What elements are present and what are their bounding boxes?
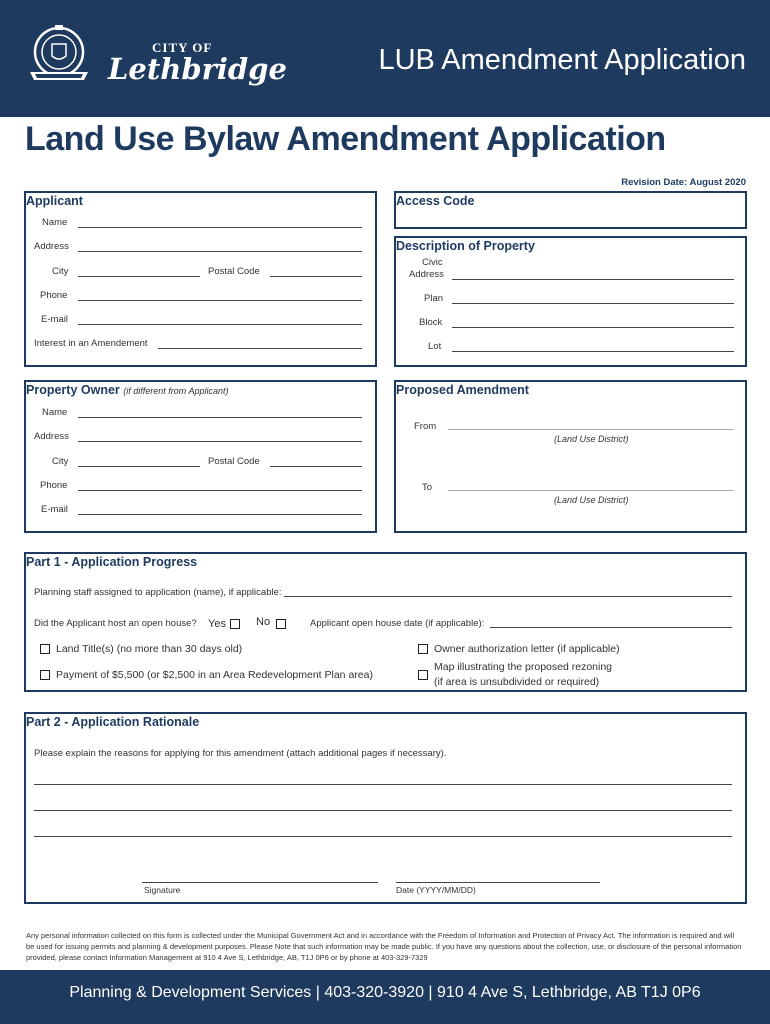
- owner-subtitle: (if different from Applicant): [123, 386, 229, 396]
- applicant-email-label: E-mail: [41, 314, 68, 325]
- map-label-line1: Map illustrating the proposed rezoning: [434, 661, 613, 673]
- property-block-label: Block: [419, 317, 443, 328]
- land-title-label: Land Title(s) (no more than 30 days old): [56, 643, 243, 655]
- applicant-city-label: City: [52, 266, 69, 277]
- rationale-line-2[interactable]: [34, 810, 732, 811]
- property-address-label: Address: [409, 269, 444, 280]
- applicant-phone-label: Phone: [40, 290, 68, 301]
- open-house-yes-checkbox[interactable]: [230, 619, 240, 629]
- payment-label: Payment of $5,500 (or $2,500 in an Area Redevelopment Plan area): [56, 669, 373, 681]
- owner-title-text: Property Owner: [26, 383, 120, 397]
- owner-auth-checkbox[interactable]: [418, 644, 428, 654]
- signature-label: Signature: [144, 885, 181, 895]
- amendment-from-note: (Land Use District): [554, 434, 629, 444]
- land-title-checkbox[interactable]: [40, 644, 50, 654]
- owner-address-field[interactable]: [78, 441, 362, 442]
- footer-contact: Planning & Development Services | 403-320-3920 | 910 4 Ave S, Lethbridge, AB T1J 0P6: [69, 984, 701, 1001]
- property-civic-label: Civic: [422, 257, 443, 268]
- header-title: LUB Amendment Application: [378, 44, 746, 76]
- city-seal-icon: [26, 22, 92, 88]
- rationale-line-3[interactable]: [34, 836, 732, 837]
- open-house-date-label: Applicant open house date (if applicable):: [310, 618, 485, 629]
- applicant-phone-field[interactable]: [78, 300, 362, 301]
- owner-phone-field[interactable]: [78, 490, 362, 491]
- open-house-no-checkbox[interactable]: [276, 619, 286, 629]
- applicant-interest-label: Interest in an Amendement: [34, 338, 148, 349]
- privacy-notice: Any personal information collected on this form is collected under the Municipal Government Act and in accordance with the Freedom of Information and Protection of Privacy Act. The information is required and will be used for issuing permits and planning & development purposes. Please Note that such information may be made public. If you have any questions about the collection, use, or disclosure of the personal information provided, please contact Information Management at 910 4 Ave S, Lethbridge, AB, T1J 0P6 or by phone at 403-329-7329: [26, 931, 742, 962]
- property-lot-field[interactable]: [452, 351, 734, 352]
- owner-name-field[interactable]: [78, 417, 362, 418]
- amendment-title: Proposed Amendment: [396, 383, 529, 397]
- applicant-name-label: Name: [42, 217, 68, 228]
- open-house-date-field[interactable]: [490, 627, 732, 628]
- property-plan-label: Plan: [424, 293, 444, 304]
- payment-checkbox[interactable]: [40, 670, 50, 680]
- open-house-yes-label: Yes: [208, 618, 226, 630]
- applicant-interest-field[interactable]: [158, 348, 362, 349]
- owner-section: [24, 380, 377, 533]
- amendment-from-label: From: [414, 421, 437, 432]
- map-checkbox[interactable]: [418, 670, 428, 680]
- open-house-question: Did the Applicant host an open house?: [34, 618, 197, 629]
- amendment-to-note: (Land Use District): [554, 495, 629, 505]
- owner-title: [26, 383, 228, 397]
- applicant-section: [24, 191, 377, 367]
- owner-auth-label: Owner authorization letter (if applicable): [434, 643, 620, 655]
- property-address-field[interactable]: [452, 279, 734, 280]
- date-field[interactable]: [396, 882, 600, 883]
- applicant-address-field[interactable]: [78, 251, 362, 252]
- date-label: Date (YYYY/MM/DD): [396, 885, 476, 895]
- property-block-field[interactable]: [452, 327, 734, 328]
- owner-phone-label: Phone: [40, 480, 68, 491]
- applicant-address-label: Address: [34, 241, 69, 252]
- owner-city-label: City: [52, 456, 69, 467]
- owner-postal-field[interactable]: [270, 466, 362, 467]
- owner-email-field[interactable]: [78, 514, 362, 515]
- part1-section: [24, 552, 747, 692]
- applicant-email-field[interactable]: [78, 324, 362, 325]
- property-plan-field[interactable]: [452, 303, 734, 304]
- applicant-postal-label: Postal Code: [208, 266, 260, 277]
- page-footer: [0, 970, 770, 1024]
- part2-title: Part 2 - Application Rationale: [26, 715, 200, 729]
- open-house-no-label: No: [256, 616, 271, 628]
- owner-name-label: Name: [42, 407, 68, 418]
- part1-title: Part 1 - Application Progress: [26, 555, 198, 569]
- applicant-name-field[interactable]: [78, 227, 362, 228]
- property-title: Description of Property: [396, 239, 535, 253]
- applicant-postal-field[interactable]: [270, 276, 362, 277]
- amendment-from-field[interactable]: [448, 429, 734, 430]
- part2-section: [24, 712, 747, 904]
- revision-date: Revision Date: August 2020: [621, 177, 746, 188]
- signature-field[interactable]: [142, 882, 378, 883]
- map-label-line2: (if area is unsubdivided or required): [434, 676, 600, 688]
- amendment-to-field[interactable]: [448, 490, 734, 491]
- owner-email-label: E-mail: [41, 504, 68, 515]
- staff-label: Planning staff assigned to application (name), if applicable:: [34, 587, 282, 598]
- logo-city-text: CITY OF: [152, 40, 213, 55]
- staff-field[interactable]: [284, 596, 732, 597]
- owner-postal-label: Postal Code: [208, 456, 260, 467]
- access-code-title: Access Code: [396, 194, 475, 208]
- owner-address-label: Address: [34, 431, 69, 442]
- page-title: Land Use Bylaw Amendment Application: [25, 120, 666, 158]
- rationale-instruction: Please explain the reasons for applying for this amendment (attach additional pages if necessary).: [34, 748, 447, 759]
- logo-lethbridge: Lethbridge: [108, 52, 287, 86]
- access-code-section: [394, 191, 747, 229]
- owner-city-field[interactable]: [78, 466, 200, 467]
- applicant-title: Applicant: [26, 194, 83, 208]
- page-header: [0, 0, 770, 117]
- amendment-section: [394, 380, 747, 533]
- property-section: [394, 236, 747, 367]
- rationale-line-1[interactable]: [34, 784, 732, 785]
- applicant-city-field[interactable]: [78, 276, 200, 277]
- property-lot-label: Lot: [428, 341, 442, 352]
- amendment-to-label: To: [422, 482, 433, 493]
